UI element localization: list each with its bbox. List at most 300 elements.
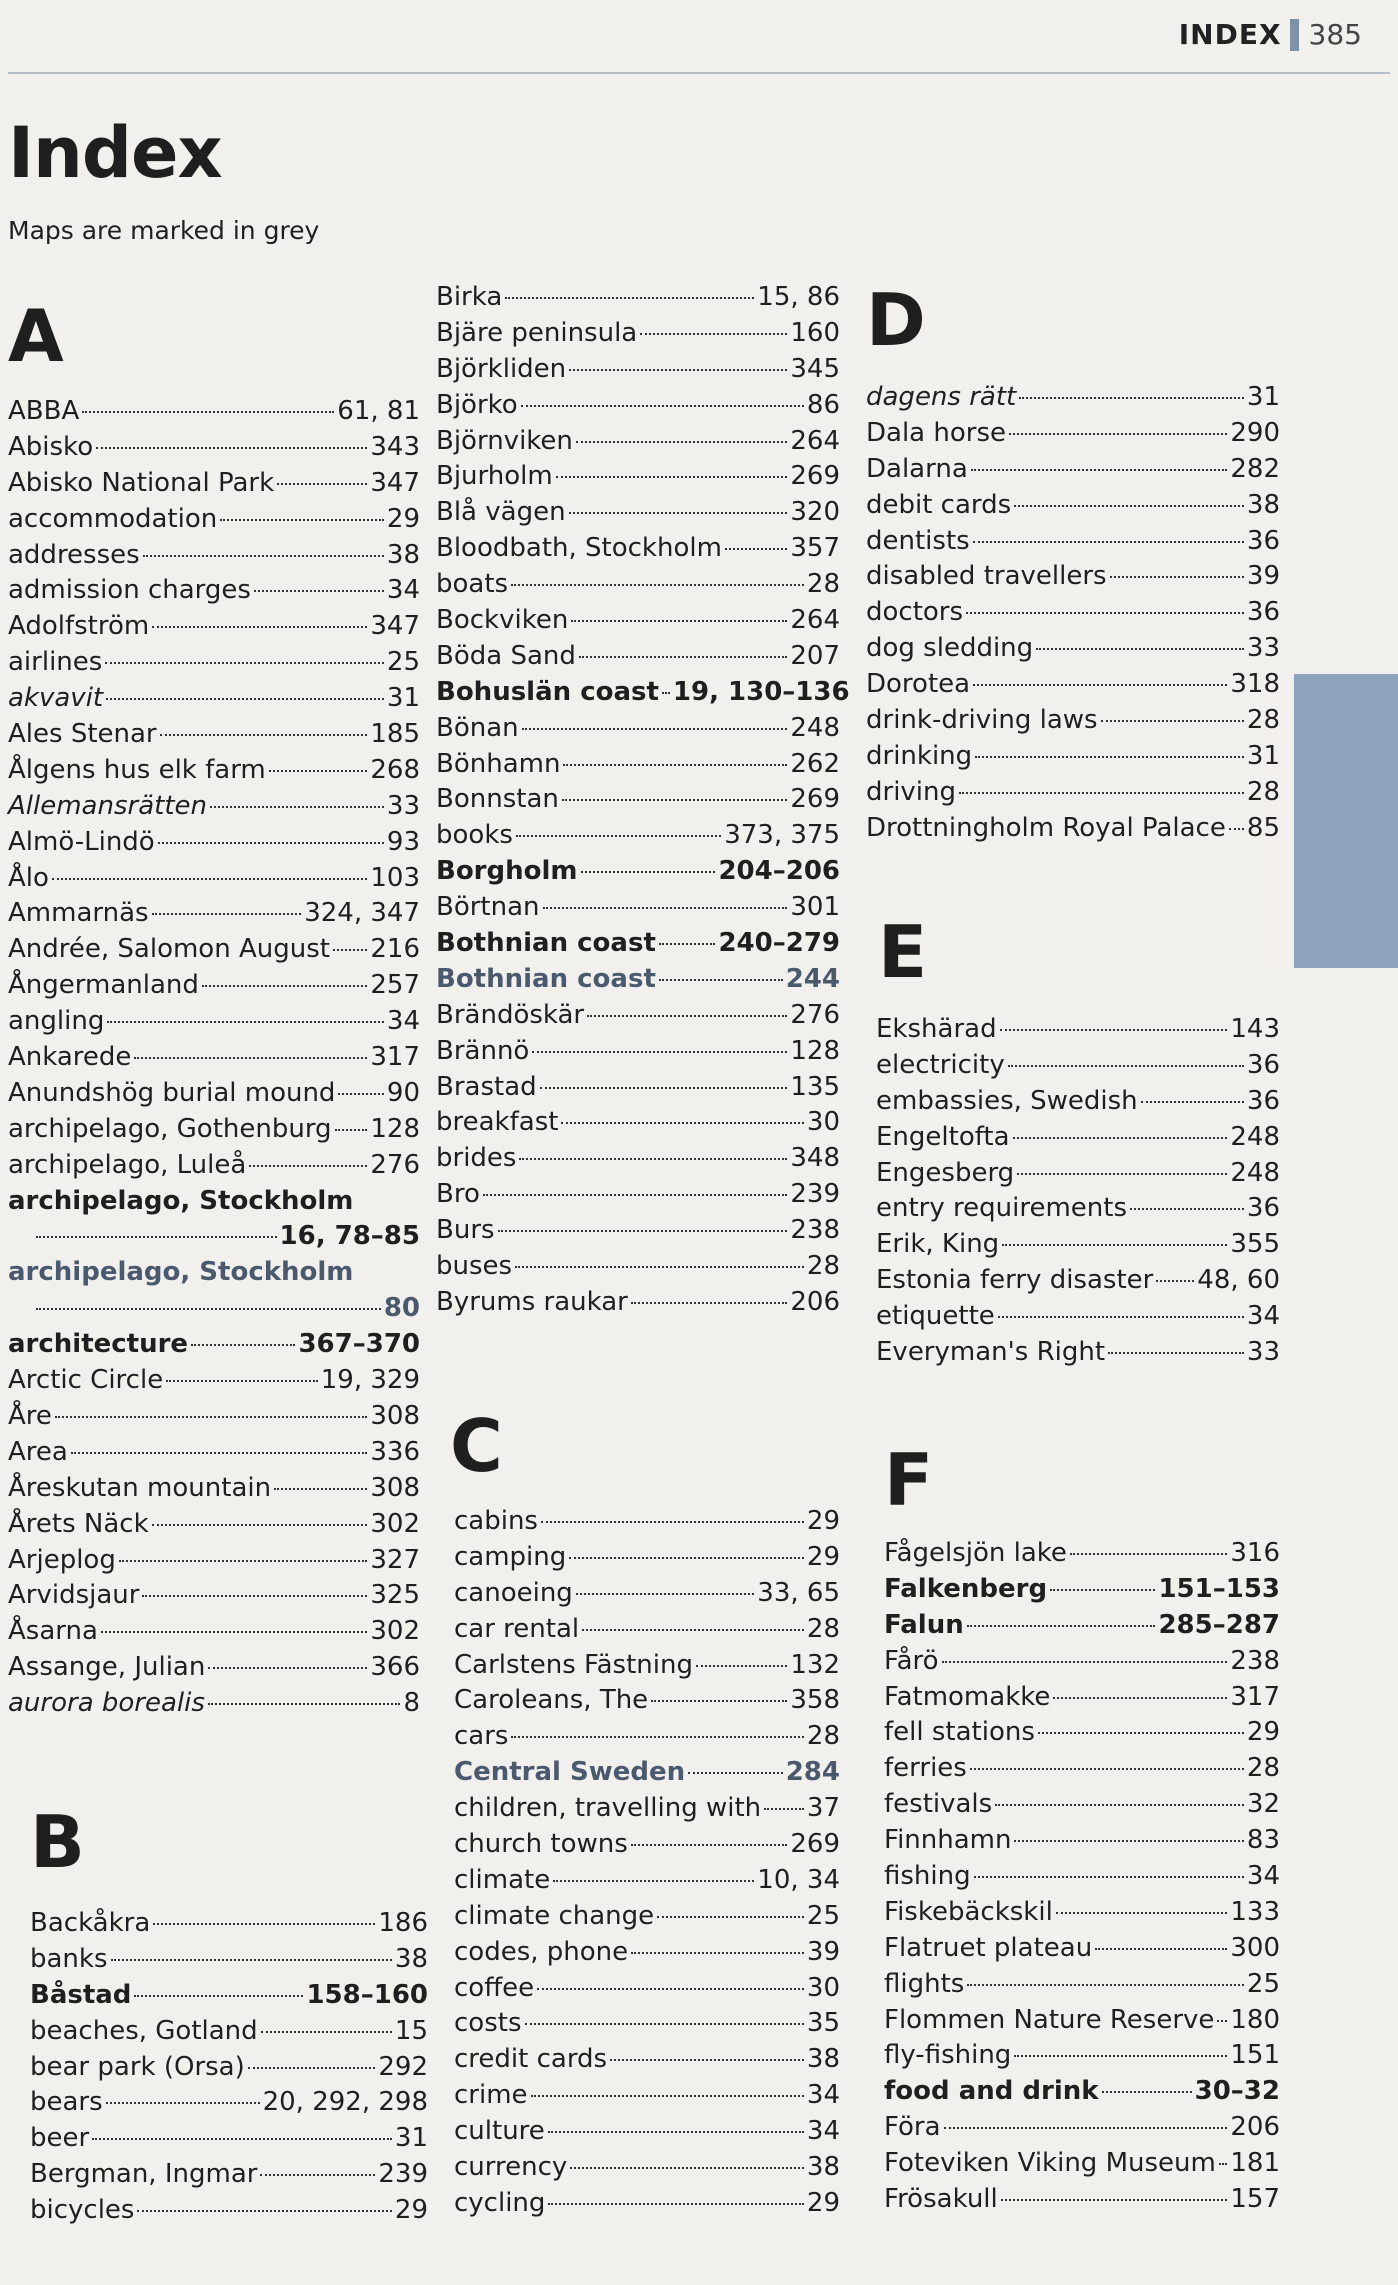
entry-page-ref: 262: [790, 748, 840, 779]
entry-term: Fågelsjön lake: [884, 1538, 1067, 1568]
dot-leader: [82, 411, 334, 413]
entry-page-ref: 34: [806, 2080, 840, 2111]
entry-page-ref: 34: [386, 575, 420, 606]
dot-leader: [973, 684, 1227, 686]
entry-term: Bonnstan: [436, 784, 559, 815]
entry-page-ref: 347: [370, 611, 420, 642]
entry-term: Anundshög burial mound: [8, 1077, 336, 1108]
index-entry: [436, 641, 840, 677]
entry-page-ref: 316: [1230, 1538, 1280, 1568]
index-entry: [8, 1509, 420, 1545]
index-entry: [454, 2008, 840, 2044]
entry-term: brides: [436, 1143, 517, 1174]
index-entry: [436, 461, 840, 497]
dot-leader: [1217, 2020, 1227, 2022]
index-entry: [866, 490, 1280, 526]
entry-page-ref: 90: [386, 1077, 420, 1108]
entry-page-ref: 86: [806, 389, 840, 420]
entry-term: Bjurholm: [436, 461, 553, 492]
index-entry: [884, 1717, 1280, 1753]
dot-leader: [532, 1051, 787, 1053]
index-entry: [884, 1682, 1280, 1718]
index-entry: [436, 820, 840, 856]
dot-leader: [1001, 2199, 1228, 2201]
index-entry: [454, 1506, 840, 1542]
entry-term: cabins: [454, 1506, 538, 1536]
index-entry: [454, 2152, 840, 2188]
entry-page-ref: 25: [806, 1900, 840, 1931]
entry-page-ref: 37: [806, 1793, 840, 1824]
entry-page-ref: 132: [790, 1649, 840, 1680]
entry-page-ref: 158–160: [306, 1979, 428, 2010]
entry-term: Bönan: [436, 712, 519, 743]
entry-page-ref: 302: [370, 1616, 420, 1647]
entry-term: Bönhamn: [436, 748, 561, 779]
index-entry: [30, 2052, 428, 2088]
index-entry: [30, 2195, 428, 2231]
index-entry: [454, 1937, 840, 1973]
entry-term: currency: [454, 2152, 568, 2183]
index-entry: [884, 2112, 1280, 2148]
entry-term: camping: [454, 1541, 567, 1572]
index-entry: [884, 1969, 1280, 2005]
index-entry: [8, 611, 420, 647]
section-letter-c: C: [450, 1404, 503, 1488]
dot-leader: [725, 548, 787, 550]
entry-term: climate: [454, 1864, 551, 1895]
entry-term: Engesberg: [876, 1157, 1015, 1188]
entry-page-ref: 36: [1246, 525, 1280, 556]
index-entry: [30, 1980, 428, 2016]
entry-page-ref: 10, 34: [757, 1864, 840, 1895]
dot-leader: [631, 1844, 788, 1846]
entry-page-ref: 38: [394, 1943, 428, 1974]
entry-term: Drottningholm Royal Palace: [866, 812, 1226, 843]
entry-page-ref: 29: [386, 503, 420, 534]
entry-term: Ankarede: [8, 1042, 132, 1073]
entry-page-ref: 157: [1230, 2184, 1280, 2215]
entry-term: Abisko National Park: [8, 467, 275, 498]
dot-leader: [202, 985, 367, 987]
entry-page-ref: 29: [806, 1541, 840, 1572]
dot-leader: [111, 1959, 392, 1961]
dot-leader: [1229, 828, 1244, 830]
section-e-entries: [876, 1014, 1280, 1373]
index-entry: [8, 1688, 420, 1724]
entry-term: Erik, King: [876, 1229, 1000, 1260]
entry-term: drink-driving laws: [866, 705, 1098, 736]
dot-leader: [582, 1629, 804, 1631]
index-entry: [8, 468, 420, 504]
section-letter-a: A: [8, 294, 64, 378]
section-d-entries: [866, 382, 1280, 849]
index-entry: [866, 382, 1280, 418]
header-divider-bar: [1290, 19, 1299, 51]
header-label: INDEX: [1178, 18, 1282, 51]
index-entry: [436, 676, 850, 713]
dot-leader: [483, 1194, 787, 1196]
dot-leader: [1108, 1352, 1244, 1354]
index-entry: [866, 418, 1280, 454]
entry-term: Adolfström: [8, 611, 150, 642]
entry-term: Björkliden: [436, 353, 567, 384]
index-entry: [876, 1014, 1280, 1050]
entry-term: Burs: [436, 1215, 495, 1246]
entry-page-ref: 308: [370, 1400, 420, 1431]
dot-leader: [274, 1488, 367, 1490]
index-entry: [8, 863, 420, 899]
entry-term: Båstad: [30, 1979, 132, 2010]
dot-leader: [1130, 1208, 1244, 1210]
entry-page-ref: 36: [1246, 1085, 1280, 1116]
index-entry: [436, 1251, 840, 1287]
dot-leader: [553, 1880, 754, 1882]
entry-term: credit cards: [454, 2044, 608, 2075]
dot-leader: [973, 541, 1244, 543]
entry-page-ref: 244: [785, 963, 840, 994]
entry-page-ref: 248: [790, 712, 840, 743]
index-entry: [8, 755, 420, 791]
dot-leader: [134, 1057, 367, 1059]
dot-leader: [191, 1344, 295, 1346]
index-entry: [876, 1229, 1280, 1265]
dot-leader: [1056, 1912, 1228, 1914]
entry-page-ref: 28: [806, 1721, 840, 1752]
index-entry: [884, 1646, 1280, 1682]
section-letter-d: D: [866, 278, 926, 362]
entry-page-ref: 34: [806, 2116, 840, 2147]
dot-leader: [152, 626, 367, 628]
entry-page-ref: 30: [806, 1972, 840, 2003]
entry-term: Central Sweden: [454, 1757, 686, 1788]
entry-page-ref: 83: [1246, 1825, 1280, 1856]
entry-page-ref: 29: [1246, 1717, 1280, 1748]
index-entry: [8, 934, 420, 970]
entry-page-ref: 269: [790, 461, 840, 492]
dot-leader: [537, 1988, 804, 1990]
dot-leader: [1014, 505, 1244, 507]
entry-page-ref: 269: [790, 1829, 840, 1860]
index-entry: [866, 561, 1280, 597]
index-entry: [884, 2005, 1280, 2041]
entry-term: Bothnian coast: [436, 963, 656, 994]
entry-term: embassies, Swedish: [876, 1085, 1138, 1116]
entry-page-ref: 264: [790, 605, 840, 636]
entry-page-ref: 185: [370, 719, 420, 750]
index-entry: [884, 1789, 1280, 1825]
entry-term: church towns: [454, 1829, 628, 1860]
entry-term: Caroleans, The: [454, 1685, 649, 1716]
entry-term: books: [436, 820, 513, 851]
dot-leader: [166, 1380, 318, 1382]
dot-leader: [967, 1984, 1244, 1986]
entry-page-ref: 34: [386, 1006, 420, 1037]
index-entry: [454, 1650, 840, 1686]
dot-leader: [160, 734, 368, 736]
index-entry: [436, 1287, 840, 1323]
dot-leader: [764, 1808, 804, 1810]
entry-page-ref: 239: [378, 2159, 428, 2190]
entry-term: archipelago, Luleå: [8, 1149, 247, 1180]
index-entry: [884, 2076, 1280, 2112]
index-entry: [454, 1757, 840, 1793]
dot-leader: [525, 2023, 804, 2025]
index-entry: [884, 1897, 1280, 1933]
entry-term: Flommen Nature Reserve: [884, 2004, 1215, 2035]
dot-leader: [158, 842, 384, 844]
entry-term: Föra: [884, 2112, 941, 2143]
entry-page-ref: 327: [370, 1544, 420, 1575]
index-entry: [8, 1150, 420, 1186]
dot-leader: [515, 1266, 804, 1268]
entry-term: doctors: [866, 597, 964, 628]
entry-page-ref: 29: [394, 2195, 428, 2226]
entry-page-ref: 320: [790, 497, 840, 528]
dot-leader: [1000, 1029, 1228, 1031]
dot-leader: [651, 1700, 787, 1702]
entry-page-ref: 15, 86: [757, 282, 840, 312]
entry-term: Almö-Lindö: [8, 826, 155, 857]
dot-leader: [569, 512, 788, 514]
index-entry: [8, 1257, 420, 1293]
entry-term: festivals: [884, 1789, 993, 1820]
dot-leader: [137, 2210, 391, 2212]
entry-term: Björko: [436, 389, 518, 420]
entry-term: disabled travellers: [866, 561, 1107, 592]
entry-page-ref: 325: [370, 1580, 420, 1611]
dot-leader: [688, 1772, 783, 1774]
dot-leader: [1009, 433, 1227, 435]
entry-term: architecture: [8, 1329, 189, 1360]
dot-leader: [569, 1557, 804, 1559]
dot-leader: [134, 1995, 303, 1997]
dot-leader: [106, 698, 384, 700]
entry-page-ref: 367–370: [298, 1329, 420, 1360]
dot-leader: [562, 799, 788, 801]
index-entry: [8, 683, 420, 719]
entry-page-ref: 248: [1230, 1157, 1280, 1188]
index-entry: [436, 1215, 840, 1251]
index-entry: [436, 1036, 840, 1072]
index-entry: [8, 1580, 420, 1616]
index-entry: [30, 1908, 428, 1944]
dot-leader: [631, 1302, 788, 1304]
dot-leader: [52, 878, 367, 880]
index-entry: [876, 1122, 1280, 1158]
index-entry: [454, 1829, 840, 1865]
entry-term: bears: [30, 2087, 103, 2118]
entry-page-ref: 216: [370, 934, 420, 965]
entry-term: Frösakull: [884, 2184, 998, 2215]
entry-term: costs: [454, 2008, 522, 2039]
entry-term: etiquette: [876, 1301, 995, 1332]
index-entry: [884, 2148, 1280, 2184]
index-entry: [866, 741, 1280, 777]
entry-term: Everyman's Right: [876, 1337, 1106, 1368]
entry-page-ref: 355: [1230, 1229, 1280, 1260]
dot-leader: [1008, 1065, 1244, 1067]
entry-term: Ålgens hus elk farm: [8, 754, 266, 785]
entry-term: addresses: [8, 539, 140, 570]
entry-term: cars: [454, 1721, 509, 1752]
entry-term: Dalarna: [866, 453, 968, 484]
dot-leader: [71, 1452, 368, 1454]
entry-term: Åreskutan mountain: [8, 1472, 272, 1503]
index-entry: [436, 1107, 840, 1143]
entry-page-ref: 103: [370, 862, 420, 893]
index-entry: [866, 526, 1280, 562]
index-entry: [436, 354, 840, 390]
entry-page-ref: 181: [1230, 2148, 1280, 2179]
index-entry: [30, 2016, 428, 2052]
entry-term: Abisko: [8, 431, 94, 462]
index-entry: [8, 1401, 420, 1437]
index-entry: [866, 705, 1280, 741]
entry-term: Allemansrätten: [8, 790, 207, 821]
index-entry: [436, 605, 840, 641]
dot-leader: [942, 1661, 1228, 1663]
entry-term: Bro: [436, 1179, 480, 1210]
dot-leader: [561, 1122, 803, 1124]
index-entry: [436, 892, 840, 928]
index-entry: [436, 749, 840, 785]
dot-leader: [1095, 1948, 1227, 1950]
entry-term: breakfast: [436, 1107, 559, 1138]
entry-page-ref: 28: [806, 569, 840, 600]
entry-term: Åsarna: [8, 1616, 98, 1647]
entry-page-ref: 36: [1246, 1193, 1280, 1224]
dot-leader: [1038, 1732, 1244, 1734]
index-entry: [866, 813, 1280, 849]
index-entry: [866, 597, 1280, 633]
index-entry: [884, 1825, 1280, 1861]
entry-page-ref: 20, 292, 298: [262, 2087, 428, 2118]
entry-page-ref: 19, 329: [320, 1365, 420, 1396]
entry-term: ABBA: [8, 396, 80, 426]
entry-page-ref: 302: [370, 1508, 420, 1539]
dot-leader: [333, 949, 367, 951]
dot-leader: [498, 1230, 788, 1232]
index-entry: [876, 1193, 1280, 1229]
index-entry: [8, 719, 420, 755]
dot-leader: [571, 620, 787, 622]
entry-page-ref: 301: [790, 892, 840, 923]
dot-leader: [261, 2031, 392, 2033]
entry-term: Borgholm: [436, 856, 578, 887]
entry-term: bicycles: [30, 2195, 135, 2226]
index-entry: [876, 1265, 1280, 1301]
entry-page-ref: 33: [1246, 633, 1280, 664]
dot-leader: [153, 1923, 375, 1925]
dot-leader: [519, 1158, 787, 1160]
entry-page-ref: 347: [370, 467, 420, 498]
index-entry: [8, 1329, 420, 1365]
entry-page-ref: 336: [370, 1436, 420, 1467]
entry-page-ref: 25: [386, 647, 420, 678]
index-entry: [876, 1337, 1280, 1373]
dot-leader: [516, 835, 721, 837]
entry-term: driving: [866, 776, 957, 807]
entry-page-ref: 32: [1246, 1789, 1280, 1820]
dot-leader: [254, 590, 384, 592]
entry-term: boats: [436, 569, 509, 600]
entry-page-ref: 33: [1246, 1337, 1280, 1368]
entry-term: Engeltofta: [876, 1121, 1010, 1152]
entry-page-ref: 240–279: [718, 928, 840, 959]
entry-term: angling: [8, 1006, 105, 1037]
entry-term: canoeing: [454, 1577, 573, 1608]
section-letter-e: E: [878, 910, 928, 994]
entry-term: culture: [454, 2116, 545, 2147]
dot-leader: [959, 792, 1244, 794]
dot-leader: [1014, 1840, 1243, 1842]
dot-leader: [1019, 397, 1244, 399]
entry-page-ref: 34: [1246, 1861, 1280, 1892]
dot-leader: [610, 2059, 804, 2061]
entry-term: Falkenberg: [884, 1573, 1048, 1604]
index-entry: [436, 533, 840, 569]
entry-page-ref: 317: [1230, 1681, 1280, 1712]
entry-term: Arvidsjaur: [8, 1580, 140, 1611]
index-entry: [876, 1158, 1280, 1194]
dot-leader: [995, 1804, 1244, 1806]
entry-page-ref: 308: [370, 1472, 420, 1503]
entry-page-ref: 38: [386, 539, 420, 570]
dot-leader: [1014, 2055, 1227, 2057]
index-entry: [8, 1114, 420, 1150]
entry-page-ref: 29: [806, 2187, 840, 2218]
entry-page-ref: 292: [378, 2051, 428, 2082]
entry-term: Bjäre peninsula: [436, 317, 638, 348]
entry-page-ref: 16, 78–85: [279, 1221, 420, 1252]
dot-leader: [662, 692, 670, 694]
dot-leader: [210, 806, 384, 808]
index-entry: [884, 1610, 1280, 1646]
dot-leader: [260, 2174, 375, 2176]
index-entry: [8, 1652, 420, 1688]
dot-leader: [570, 2167, 804, 2169]
entry-term: aurora borealis: [8, 1688, 205, 1719]
index-entry: [454, 1685, 840, 1721]
entry-term: entry requirements: [876, 1193, 1127, 1224]
dot-leader: [335, 1129, 368, 1131]
dot-leader: [119, 1560, 368, 1562]
dot-leader: [975, 756, 1244, 758]
entry-page-ref: 31: [386, 683, 420, 714]
dot-leader: [631, 1952, 804, 1954]
index-entry: [8, 575, 420, 611]
dot-leader: [106, 2102, 260, 2104]
index-entry: [454, 1614, 840, 1650]
dot-leader: [540, 1087, 788, 1089]
dot-leader: [269, 770, 368, 772]
index-entry: [436, 282, 840, 318]
dot-leader: [971, 469, 1228, 471]
dot-leader: [659, 979, 783, 981]
index-entry: [436, 1072, 840, 1108]
index-entry: [436, 1000, 840, 1036]
entry-term: fishing: [884, 1861, 971, 1892]
dot-leader: [522, 728, 788, 730]
entry-page-ref: 269: [790, 784, 840, 815]
index-entry: [30, 2123, 428, 2159]
index-entry: [866, 777, 1280, 813]
dot-leader: [1110, 576, 1244, 578]
dot-leader: [543, 907, 788, 909]
entry-page-ref: 61, 81: [337, 396, 420, 426]
index-entry: [8, 647, 420, 683]
dot-leader: [152, 1524, 368, 1526]
